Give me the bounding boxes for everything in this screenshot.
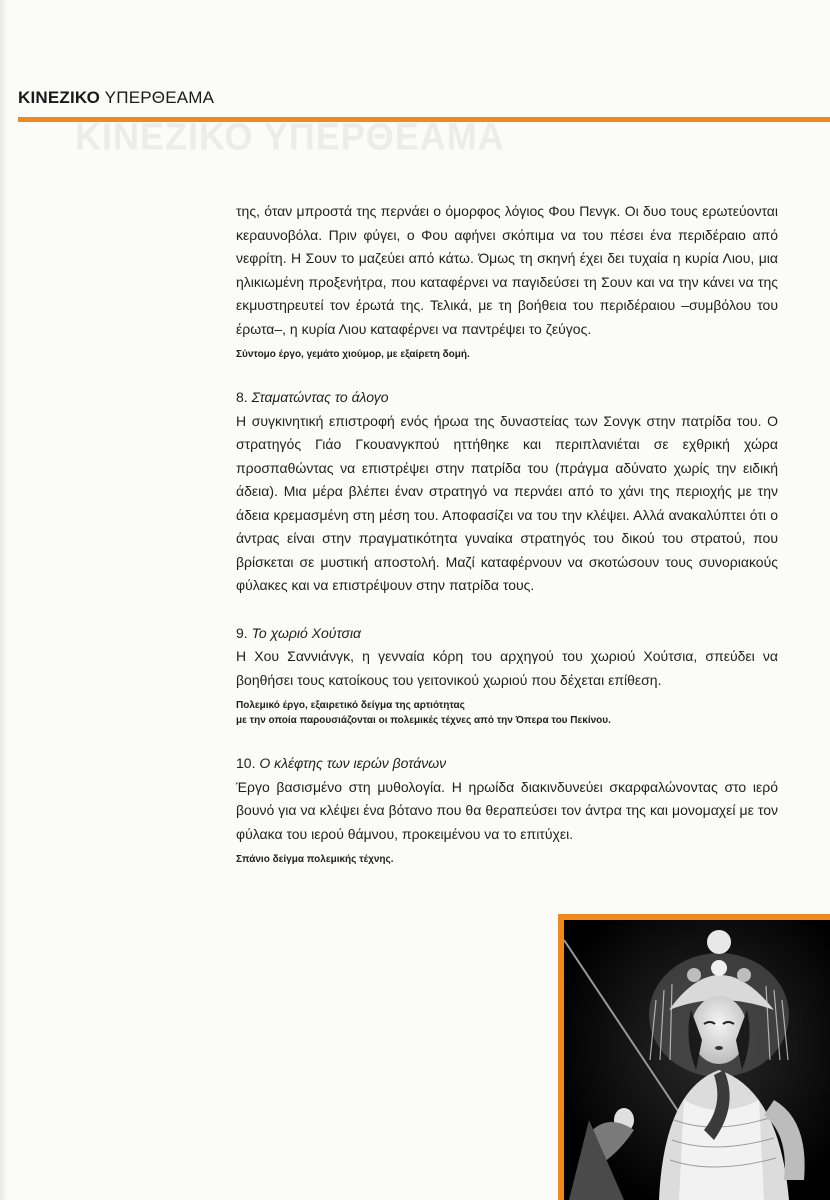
section-title-text: Σταματώντας το άλογο [251, 389, 389, 405]
section-paragraph: Η Χου Σαννιάνγκ, η γενναία κόρη του αρχηγού του χωριού Χούτσια, σπεύδει να βοηθήσει τους κατοίκους του γειτονικού χωριού που δέχεται επίθεση. [236, 648, 778, 688]
section-10 [236, 752, 778, 867]
section-number: 8. [236, 389, 248, 405]
header-title-light: ΥΠΕΡΘΕΑΜΑ [104, 88, 215, 107]
section-number: 10. [236, 755, 256, 771]
section-number: 9. [236, 624, 248, 641]
performer-illustration [564, 920, 830, 1200]
ghost-watermark-title: ΚΙΝΕΖΙΚΟ ΥΠΕΡΘΕΑΜΑ [75, 114, 505, 158]
section-paragraph: Έργο βασισμένο στη μυθολογία. Η ηρωίδα διακινδυνεύει σκαρφαλώνοντας στο ιερό βουνό για να κλέψει ένα βότανο που θα θεραπεύσει τον άντρα της και μονομαχεί με τον φύλακα του ιερού θάμνου, προκειμένου να το επιτύχει. [236, 778, 778, 842]
section-9 [236, 622, 778, 729]
section-note [236, 698, 778, 728]
header-title-bold: ΚΙΝΕΖΙΚΟ [18, 88, 101, 107]
opera-performer-photo [564, 920, 830, 1200]
section-note: Σπάνιο δείγμα πολεμικής τέχνης. [236, 854, 394, 865]
page-edge-shadow [0, 0, 8, 1200]
section-note-line: Πολεμικό έργο, εξαιρετικό δείγμα της αρτιότητας [236, 700, 465, 711]
section-title-text: Το χωριό Χούτσια [251, 624, 362, 641]
intro-paragraph: της, όταν μπροστά της περνάει ο όμορφος λόγιος Φου Πενγκ. Οι δυο τους ερωτεύονται κεραυνοβόλα. Πριν φύγει, ο Φου αφήνει σκόπιμα να του πέσει ένα περιδέραιο από νεφρίτη. Η Σουν το μαζεύει από κάτω. Όμως τη σκηνή έχει δει τυχαία η κυρία Λιου, μια ηλικιωμένη προξενήτρα, που καταφέρνει να παγιδεύσει τη Σουν και να την κάνει να της εκμυστηρευτεί τον έρωτά της. Τελικά, με τη βοήθεια του περιδέραιου –συμβόλου του έρωτα–, η κυρία Λιου καταφέρνει να παντρέψει το ζεύγος. [236, 203, 778, 337]
section-title [236, 622, 778, 646]
section-paragraph: Η συγκινητική επιστροφή ενός ήρωα της δυναστείας των Σονγκ στην πατρίδα του. Ο στρατηγός Γιάο Γκουανγκπού ηττήθηκε και περιπλανιέται σε εχθρική χώρα προσπαθώντας να επιστρέψει στην πατρίδα του (πράγμα αδύνατο χωρίς την ειδική άδεια). Μια μέρα βλέπει έναν στρατηγό να περνάει από το χάνι της περιοχής με την άδεια κρεμασμένη στη μέση του. Αποφασίζει να του την κλέψει. Αλλά ανακαλύπτει ότι ο άντρας είναι στην πραγματικότητα γυναίκα στρατηγός του δικού του στρατού, που βρίσκεται σε μυστική αποστολή. Μαζί καταφέρνουν να σκοτώσουν τους συνοριακούς φύλακες και να επιστρέψουν στην πατρίδα τους. [236, 412, 778, 593]
section-title-text: Ο κλέφτης των ιερών βοτάνων [259, 755, 447, 771]
section-note-line: με την οποία παρουσιάζονται οι πολεμικές τέχνες από την Όπερα του Πεκίνου. [236, 715, 611, 726]
running-header [18, 88, 214, 108]
section-title [236, 752, 778, 776]
article-body [236, 200, 778, 867]
section-title [236, 386, 778, 410]
intro-note: Σύντομο έργο, γεμάτο χιούμορ, με εξαίρετη δομή. [236, 349, 470, 360]
section-8 [236, 386, 778, 598]
